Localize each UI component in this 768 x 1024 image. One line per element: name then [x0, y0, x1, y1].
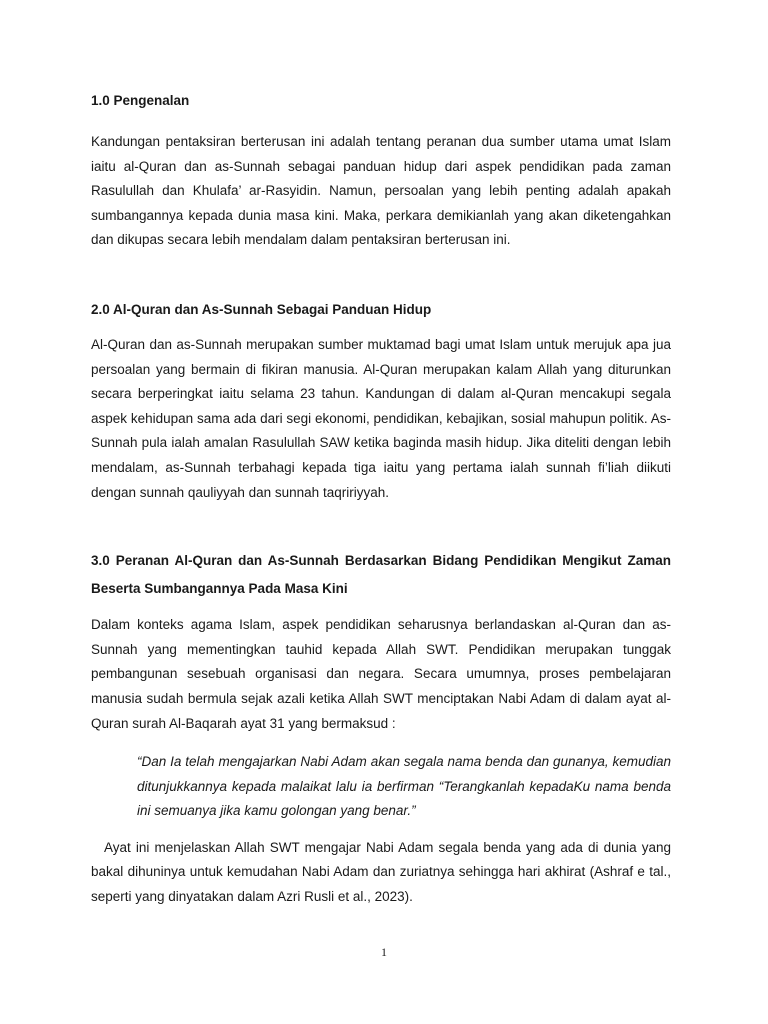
section-heading-panduan-hidup: 2.0 Al-Quran dan As-Sunnah Sebagai Panduan Hidup	[91, 301, 432, 317]
document-page	[91, 88, 671, 910]
paragraph-peranan-pendidikan: Dalam konteks agama Islam, aspek pendidikan seharusnya berlandaskan al-Quran dan as-Sunnah yang mementingkan tauhid kepada Allah SWT. Pendidikan merupakan tunggak pembangunan sesebuah organisasi dan negara. Secara umumnya, proses pembelajaran manusia sudah bermula sejak azali ketika Allah SWT menciptakan Nabi Adam di dalam ayat al-Quran surah Al-Baqarah ayat 31 yang bermaksud :	[91, 617, 671, 731]
section-heading-peranan-pendidikan: 3.0 Peranan Al-Quran dan As-Sunnah Berdasarkan Bidang Pendidikan Mengikut Zaman Beserta Sumbangannya Pada Masa Kini	[91, 553, 671, 597]
page-number: 1	[381, 945, 387, 959]
paragraph-pengenalan: Kandungan pentaksiran berterusan ini adalah tentang peranan dua sumber utama umat Islam iaitu al-Quran dan as-Sunnah sebagai panduan hidup dari aspek pendidikan pada zaman Rasulullah dan Khulafa’ ar-Rasyidin. Namun, persoalan yang lebih penting adalah apakah sumbangannya kepada dunia masa kini. Maka, perkara demikianlah yang akan diketengahkan dan dikupas secara lebih mendalam dalam pentaksiran berterusan ini.	[91, 134, 671, 248]
paragraph-panduan-hidup: Al-Quran dan as-Sunnah merupakan sumber muktamad bagi umat Islam untuk merujuk apa jua persoalan yang bermain di fikiran manusia. Al-Quran merupakan kalam Allah yang diturunkan secara berperingkat iaitu selama 23 tahun. Kandungan di dalam al-Quran mencakupi segala aspek kehidupan sama ada dari segi ekonomi, pendidikan, kebajikan, sosial mahupun politik. As-Sunnah pula ialah amalan Rasulullah SAW ketika baginda masih hidup. Jika diteliti dengan lebih mendalam, as-Sunnah terbahagi kepada tiga iaitu yang pertama ialah sunnah fi’liah diikuti dengan sunnah qauliyyah dan sunnah taqririyyah.	[91, 336, 671, 500]
quran-quote: “Dan Ia telah mengajarkan Nabi Adam akan segala nama benda dan gunanya, kemudian ditunjukkannya kepada malaikat lalu ia berfirman “Terangkanlah kepadaKu nama benda ini semuanya jika kamu golongan yang benar.”	[137, 754, 671, 819]
section-heading-pengenalan: 1.0 Pengenalan	[91, 93, 190, 108]
paragraph-after-quote: Ayat ini menjelaskan Allah SWT mengajar Nabi Adam segala benda yang ada di dunia yang bakal dihuninya untuk kemudahan Nabi Adam dan zuriatnya sehingga hari akhirat (Ashraf e tal., seperti yang dinyatakan dalam Azri Rusli et al., 2023).	[91, 839, 671, 905]
